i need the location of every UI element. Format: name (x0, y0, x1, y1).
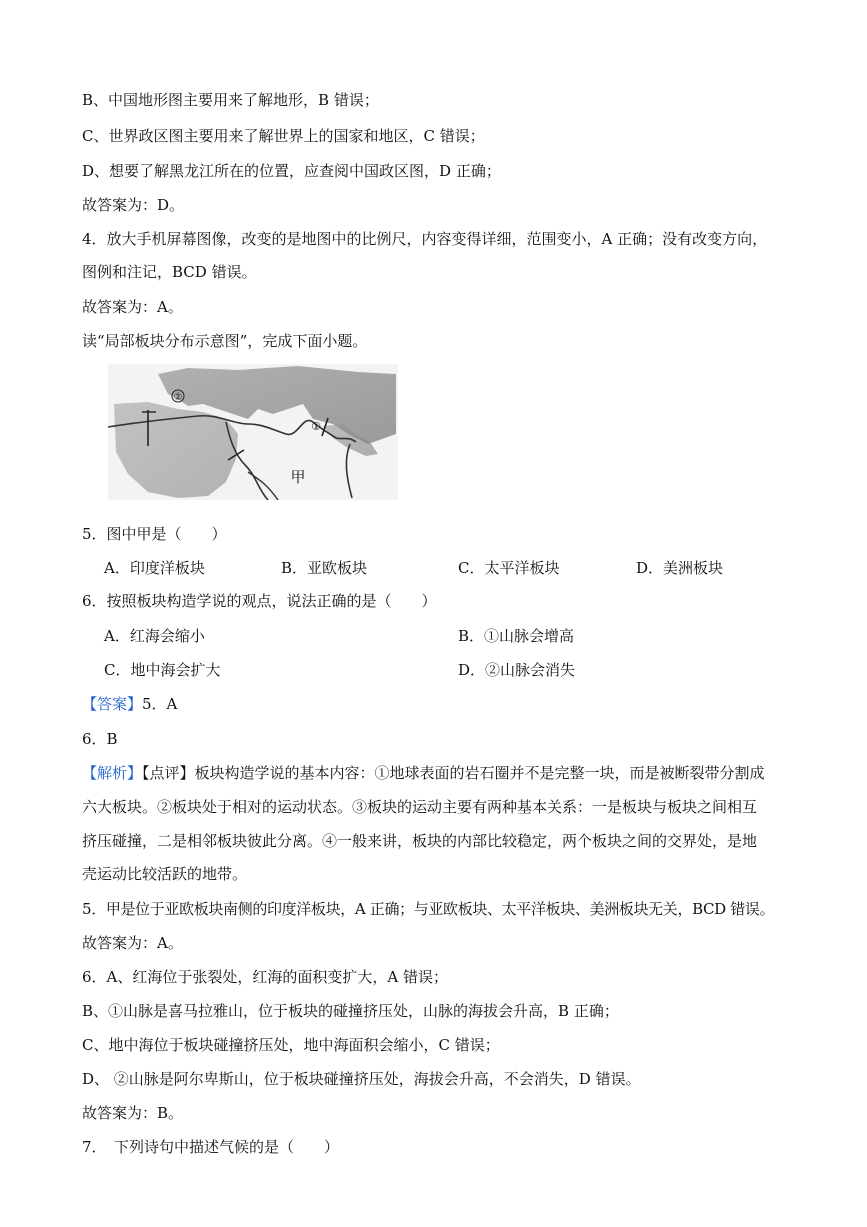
analysis-text: 故答案为：B。 (82, 1104, 184, 1122)
label-jia: 甲 (290, 468, 306, 486)
analysis-text: 挤压碰撞，二是相邻板块彼此分离。④一般来讲，板块的内部比较稳定，两个板块之间的交界处，是地 (82, 832, 758, 850)
answer-line (82, 694, 827, 714)
q6-option-c: C．地中海会扩大 (104, 661, 221, 679)
text-line: 读“局部板块分布示意图”，完成下面小题。 (82, 332, 368, 350)
analysis-text: 6．A、红海位于张裂处，红海的面积变扩大，A 错误； (82, 968, 448, 986)
plate-map-figure (108, 364, 398, 500)
text-line: 故答案为：D。 (82, 196, 185, 214)
comment-tag: 【点评】 (142, 764, 195, 782)
text-line: 故答案为：A。 (82, 298, 183, 316)
analysis-text: B、①山脉是喜马拉雅山，位于板块的碰撞挤压处，山脉的海拔会升高，B 正确； (82, 1002, 619, 1020)
analysis-text: C、地中海位于板块碰撞挤压处，地中海面积会缩小，C 错误； (82, 1036, 500, 1054)
answer-tag: 【答案】 (82, 695, 143, 713)
text-line: 4．放大手机屏幕图像，改变的是地图中的比例尺，内容变得详细，范围变小，A 正确；没有改变方向， (82, 230, 768, 248)
text-line: 图例和注记，BCD 错误。 (82, 263, 257, 281)
question-7-stem: 7． 下列诗句中描述气候的是（ ） (82, 1138, 340, 1156)
question-6-stem: 6．按照板块构造学说的观点，说法正确的是（ ） (82, 592, 437, 610)
text-line: B、中国地形图主要用来了解地形，B 错误； (82, 91, 379, 109)
question-5-stem: 5．图中甲是（ ） (82, 525, 227, 543)
answer-5: 5．A (142, 695, 178, 713)
plate-map-svg (108, 364, 398, 500)
q6-option-d: D．②山脉会消失 (458, 661, 576, 679)
q6-option-a: A．红海会缩小 (104, 627, 205, 645)
analysis-tag: 【解析】 (82, 764, 143, 782)
q5-option-d: D．美洲板块 (636, 559, 724, 577)
q5-option-b: B．亚欧板块 (281, 559, 368, 577)
text-line: C、世界政区图主要用来了解世界上的国家和地区，C 错误； (82, 127, 485, 145)
analysis-text: 壳运动比较活跃的地带。 (82, 865, 248, 883)
analysis-text: 板块构造学说的基本内容：①地球表面的岩石圈并不是完整一块，而是被断裂带分割成 (194, 764, 765, 782)
analysis-text: 六大板块。②板块处于相对的运动状态。③板块的运动主要有两种基本关系：一是板块与板块之间相互 (82, 798, 758, 816)
q5-option-c: C．太平洋板块 (458, 559, 560, 577)
analysis-line (82, 763, 827, 783)
q6-option-b: B．①山脉会增高 (458, 627, 575, 645)
q5-option-a: A．印度洋板块 (104, 559, 205, 577)
text-line: D、想要了解黑龙江所在的位置，应查阅中国政区图，D 正确； (82, 162, 501, 180)
analysis-text: 5．甲是位于亚欧板块南侧的印度洋板块，A 正确；与亚欧板块、太平洋板块、美洲板块无关，BCD 错误。 (82, 900, 775, 918)
analysis-text: 故答案为：A。 (82, 934, 183, 952)
analysis-text: D、 ②山脉是阿尔卑斯山，位于板块碰撞挤压处，海拔会升高，不会消失，D 错误。 (82, 1070, 641, 1088)
answer-6: 6．B (82, 730, 118, 748)
label-1: ① (311, 420, 321, 433)
label-2: ② (173, 392, 183, 403)
